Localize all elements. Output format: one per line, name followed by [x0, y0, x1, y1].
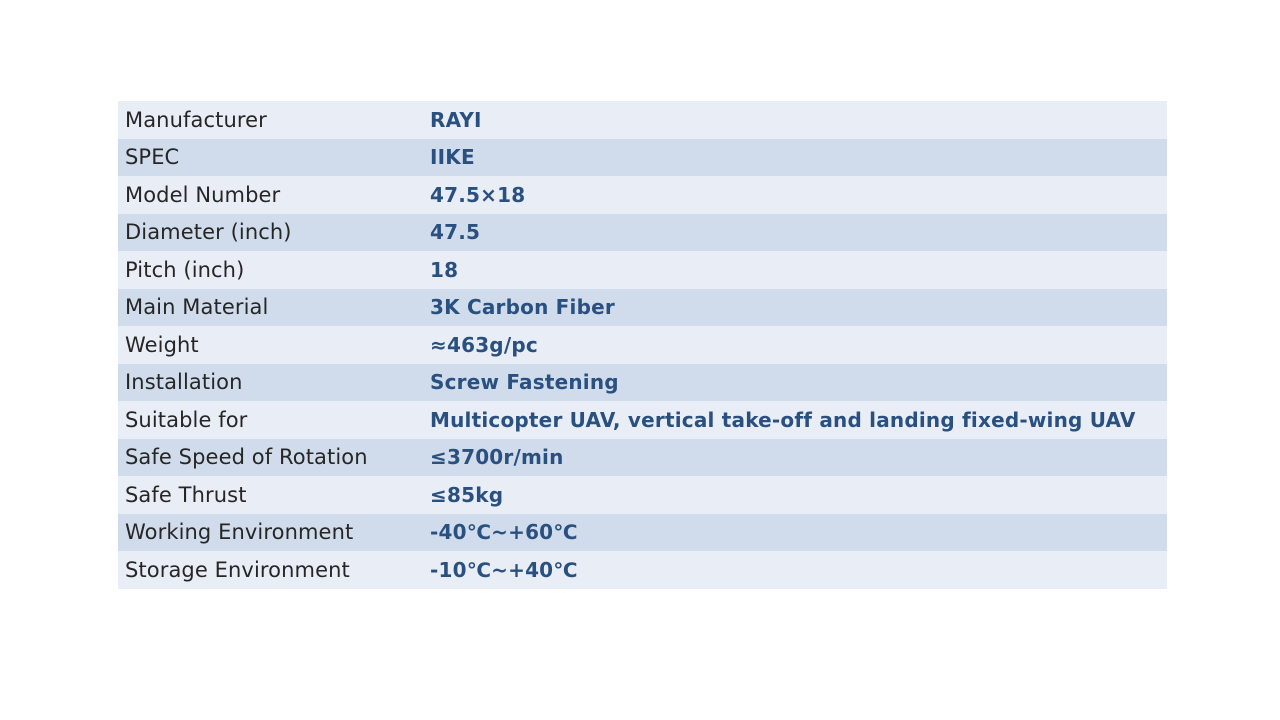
row-value: 47.5 — [430, 214, 1167, 252]
row-label: Safe Speed of Rotation — [118, 439, 430, 477]
row-label: Diameter (inch) — [118, 214, 430, 252]
table-row — [118, 476, 1167, 514]
row-label: Weight — [118, 326, 430, 364]
table-row — [118, 139, 1167, 177]
row-value: -10℃~+40℃ — [430, 551, 1167, 589]
row-value: 3K Carbon Fiber — [430, 289, 1167, 327]
row-label: Working Environment — [118, 514, 430, 552]
row-value: 47.5×18 — [430, 176, 1167, 214]
row-label: Pitch (inch) — [118, 251, 430, 289]
row-value: ≤3700r/min — [430, 439, 1167, 477]
row-label: SPEC — [118, 139, 430, 177]
table-row — [118, 101, 1167, 139]
row-label: Suitable for — [118, 401, 430, 439]
row-label: Manufacturer — [118, 101, 430, 139]
row-label: Main Material — [118, 289, 430, 327]
table-row — [118, 439, 1167, 477]
row-label: Storage Environment — [118, 551, 430, 589]
table-row — [118, 214, 1167, 252]
row-label: Safe Thrust — [118, 476, 430, 514]
row-value: Multicopter UAV, vertical take-off and landing fixed-wing UAV — [430, 401, 1167, 439]
row-value: -40℃~+60℃ — [430, 514, 1167, 552]
row-label: Installation — [118, 364, 430, 402]
table-row — [118, 289, 1167, 327]
table-row — [118, 176, 1167, 214]
table-row — [118, 401, 1167, 439]
row-label: Model Number — [118, 176, 430, 214]
table-row — [118, 551, 1167, 589]
table-row — [118, 514, 1167, 552]
spec-table — [118, 101, 1167, 589]
row-value: ≈463g/pc — [430, 326, 1167, 364]
table-row — [118, 326, 1167, 364]
row-value: IIKE — [430, 139, 1167, 177]
table-row — [118, 251, 1167, 289]
row-value: Screw Fastening — [430, 364, 1167, 402]
row-value: 18 — [430, 251, 1167, 289]
table-row — [118, 364, 1167, 402]
row-value: ≤85kg — [430, 476, 1167, 514]
row-value: RAYI — [430, 101, 1167, 139]
